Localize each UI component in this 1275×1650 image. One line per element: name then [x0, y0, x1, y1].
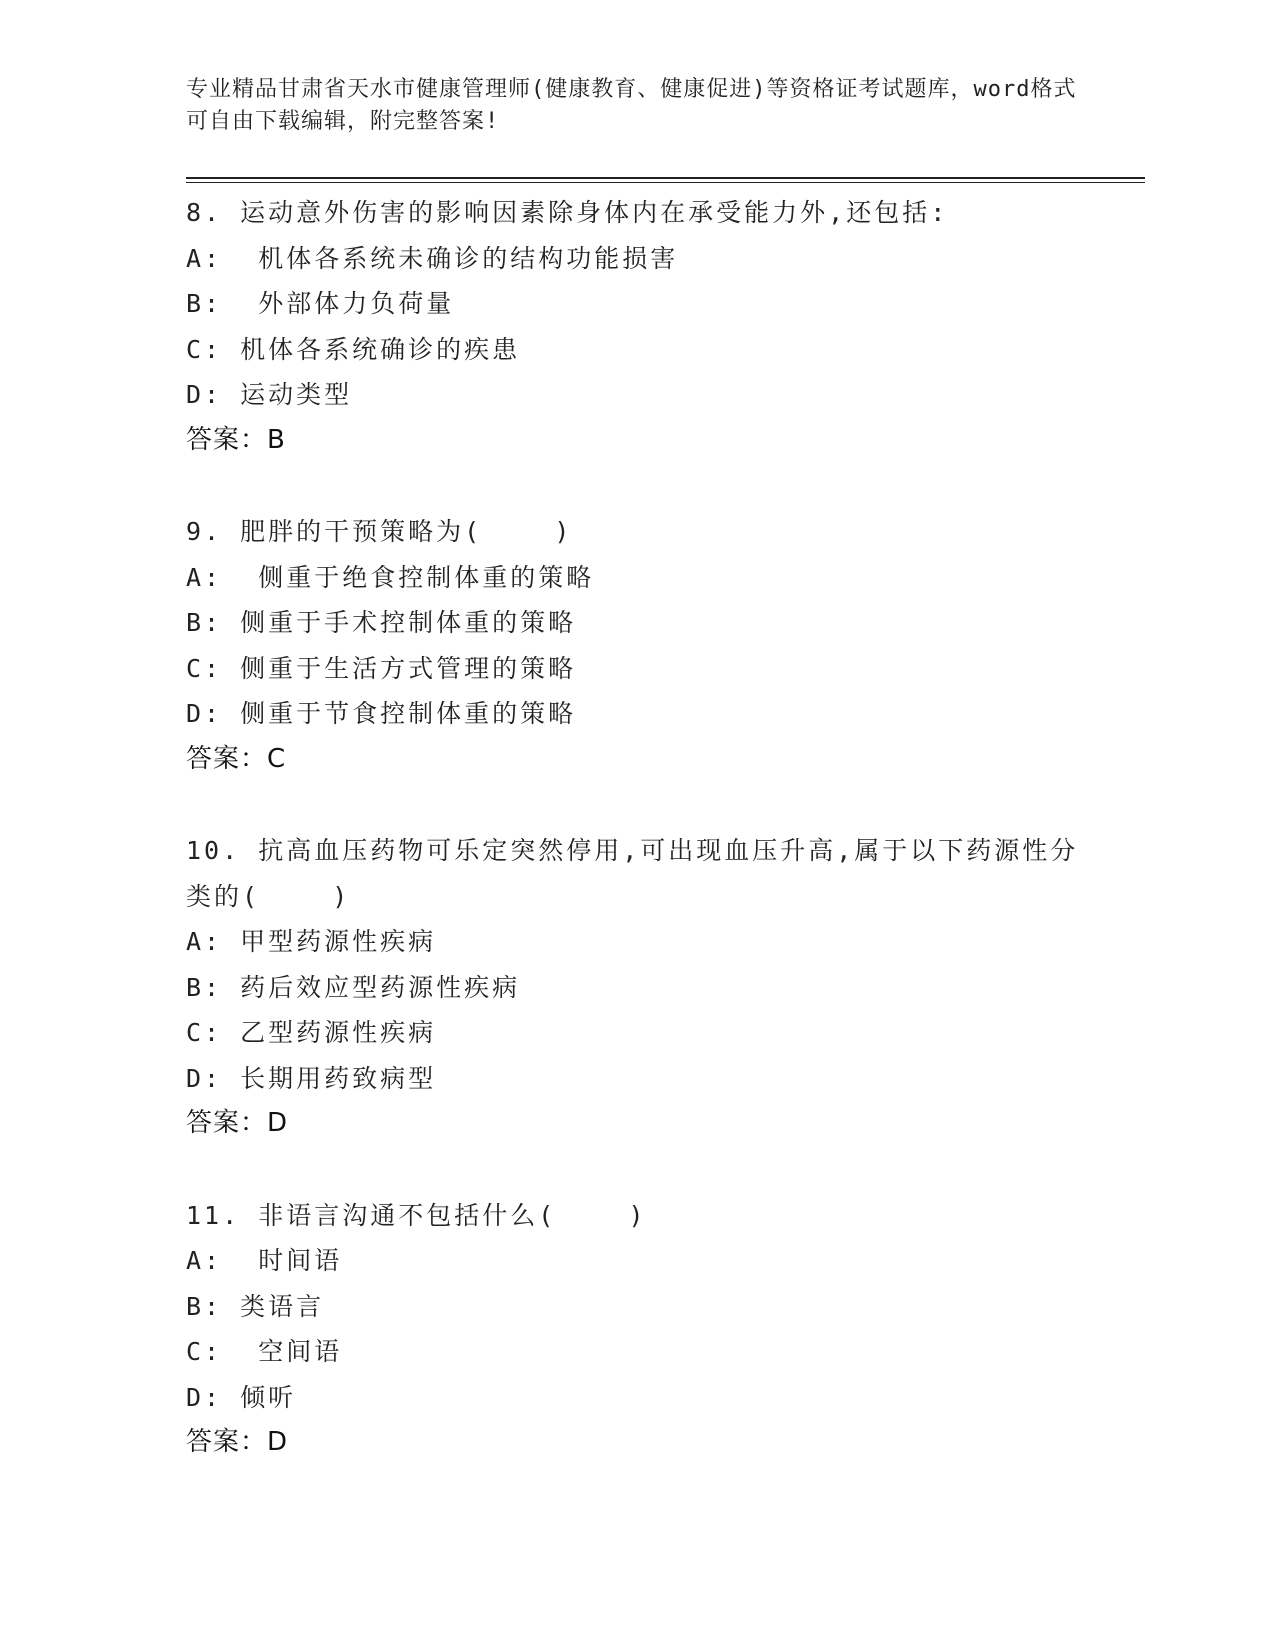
document-header — [186, 74, 1086, 138]
option-c: C: 空间语 — [186, 1337, 343, 1366]
option-d: D: 运动类型 — [186, 380, 353, 409]
question-item — [186, 190, 1086, 463]
option-b: B: 药后效应型药源性疾病 — [186, 972, 521, 1002]
option-b: B: 侧重于手术控制体重的策略 — [186, 608, 577, 637]
option-a: A: 机体各系统未确诊的结构功能损害 — [186, 243, 679, 273]
option-a: A: 甲型药源性疾病 — [186, 927, 437, 956]
option-c: C: 乙型药源性疾病 — [186, 1018, 437, 1047]
option-c: C: 机体各系统确诊的疾患 — [186, 334, 521, 364]
question-list — [186, 190, 1086, 1512]
question-stem: 9. 肥胖的干预策略为( ) — [186, 517, 573, 546]
question-stem: 10. 抗高血压药物可乐定突然停用,可出现血压升高,属于以下药源性分类的( ) — [186, 836, 1079, 911]
option-b: B: 外部体力负荷量 — [186, 289, 455, 318]
option-b: B: 类语言 — [186, 1291, 325, 1321]
answer-line: 答案：D — [186, 1427, 289, 1457]
question-stem: 11. 非语言沟通不包括什么( ) — [186, 1200, 647, 1230]
header-divider-thick — [186, 177, 1145, 179]
option-c: C: 侧重于生活方式管理的策略 — [186, 653, 577, 683]
answer-line: 答案：B — [186, 424, 286, 455]
option-d: D: 侧重于节食控制体重的策略 — [186, 699, 577, 728]
question-item — [186, 509, 1086, 782]
option-a: A: 时间语 — [186, 1246, 343, 1275]
question-stem: 8. 运动意外伤害的影响因素除身体内在承受能力外,还包括: — [186, 198, 949, 227]
option-a: A: 侧重于绝食控制体重的策略 — [186, 562, 595, 592]
option-d: D: 倾听 — [186, 1382, 297, 1412]
question-item — [186, 828, 1086, 1147]
header-divider-thin — [186, 182, 1145, 183]
question-item — [186, 1193, 1086, 1466]
option-d: D: 长期用药致病型 — [186, 1063, 437, 1093]
answer-line: 答案：D — [186, 1108, 289, 1138]
header-intro-text: 专业精品甘肃省天水市健康管理师(健康教育、健康促进)等资格证考试题库，word格式可自由下载编辑，附完整答案! — [186, 77, 1077, 134]
answer-line: 答案：C — [186, 743, 287, 774]
